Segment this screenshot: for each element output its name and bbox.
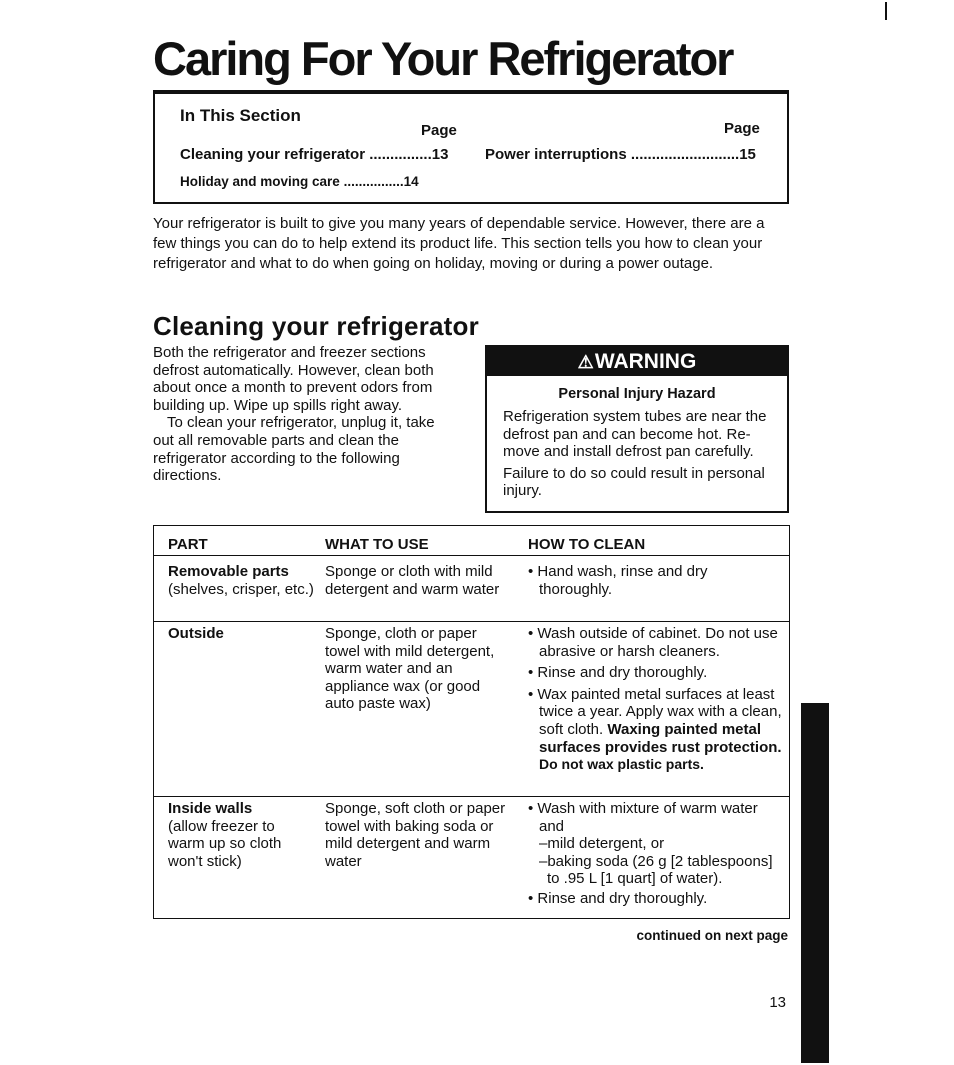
table-row-outside-part (168, 625, 318, 643)
table-row-removable-part (168, 563, 318, 598)
warning-header (487, 347, 787, 376)
top-edge-mark (885, 2, 887, 20)
clean-step: • Wash outside of cabinet. Do not use abrasive or harsh cleaners. (528, 625, 778, 660)
warning-triangle-icon: ⚠ (577, 352, 594, 372)
table-row-inside-part (168, 800, 313, 870)
toc-entry-cleaning[interactable] (180, 146, 448, 163)
toc-entry-page: 15 (739, 146, 756, 163)
table-header-divider (154, 555, 789, 556)
toc-page-label-left: Page (421, 122, 457, 139)
part-note: (shelves, crisper, etc.) (168, 580, 314, 598)
table-row-inside-clean (528, 800, 786, 912)
plastic-parts-warning: Do not wax plastic parts. (539, 756, 704, 773)
cleaning-paragraph-2: To clean your refrigerator, unplug it, take out all removable parts and clean the refrigerator according to the following directions. (153, 414, 435, 485)
toc-entry-dots: ............... (369, 146, 432, 163)
section-heading: Cleaning your refrigerator (153, 311, 479, 341)
rust-protection-note: Waxing painted metal surfaces provides rust protection. (539, 720, 782, 756)
clean-step: • Hand wash, rinse and dry thoroughly. (528, 563, 708, 598)
cleaning-paragraph-1: Both the refrigerator and freezer sections defrost automatically. However, clean both about once a month to prevent odors from building up. Wipe up spills right away. (153, 344, 434, 414)
part-name: Outside (168, 625, 224, 642)
table-row-divider (154, 621, 789, 622)
toc-entry-label: Power interruptions (485, 146, 627, 163)
table-row-outside-use: Sponge, cloth or paper towel with mild detergent, warm water and an appliance wax (or good auto paste wax) (325, 625, 495, 713)
clean-step: • Rinse and dry thoroughly. (528, 889, 708, 907)
clean-substep: –baking soda (26 g [2 tablespoons] to .95 L [1 quart] of water). (539, 852, 773, 888)
part-name: Inside walls (168, 800, 253, 817)
toc-entry-dots: .......................... (630, 146, 740, 163)
warning-subtitle: Personal Injury Hazard (558, 386, 716, 402)
toc-entry-label: Cleaning your refrigerator (180, 146, 366, 163)
toc-entry-power[interactable] (485, 146, 756, 163)
column-header-how-to-clean: HOW TO CLEAN (528, 536, 646, 553)
table-row-inside-use: Sponge, soft cloth or paper towel with baking soda or mild detergent and warm water (325, 800, 506, 870)
warning-title: WARNING (594, 350, 697, 373)
toc-heading: In This Section (180, 106, 301, 125)
page-title: Caring For Your Refrigerator (153, 32, 733, 85)
toc-entry-label: Holiday and moving care (180, 174, 340, 189)
part-note: (allow freezer to warm up so cloth won't stick) (168, 817, 282, 870)
warning-box (485, 345, 789, 513)
warning-text-1: Refrigeration system tubes are near the defrost pan and can become hot. Remove and install defrost pan carefully. (503, 408, 767, 461)
table-row-removable-use: Sponge or cloth with mild detergent and warm water (325, 563, 500, 598)
warning-body (503, 408, 777, 504)
toc-page-label-right: Page (724, 120, 760, 137)
toc-entry-page: 14 (403, 174, 419, 189)
warning-text-2: Failure to do so could result in personal injury. (503, 464, 765, 500)
section-thumb-tab (801, 703, 829, 1063)
intro-paragraph: Your refrigerator is built to give you many years of dependable service. However, there are a few things you can do to help extend its product life. This section tells you how to clean your refrigerator and what to do when going on holiday, moving or during a power outage. (153, 215, 765, 272)
toc-entry-dots: ................ (343, 174, 404, 189)
clean-step: • Rinse and dry thoroughly. (528, 664, 708, 682)
toc-entry-holiday[interactable] (180, 174, 419, 189)
table-row-outside-clean (528, 625, 786, 774)
clean-substep: –mild detergent, or (539, 835, 665, 853)
clean-step: • Wash with mixture of warm water and (528, 800, 758, 835)
part-name: Removable parts (168, 563, 289, 580)
page-number: 13 (769, 994, 786, 1011)
clean-step: • Wax painted metal surfaces at least twice a year. Apply wax with a clean, soft cloth. Waxing painted metal surfaces provides rust protection. (528, 685, 782, 756)
toc-entry-page: 13 (431, 146, 449, 163)
table-row-removable-clean (528, 563, 718, 602)
cleaning-intro (153, 344, 453, 485)
column-header-what-to-use: WHAT TO USE (325, 536, 429, 553)
cleaning-table (153, 525, 790, 919)
table-row-divider (154, 796, 789, 797)
continued-note: continued on next page (636, 928, 788, 943)
column-header-part: PART (168, 536, 208, 553)
